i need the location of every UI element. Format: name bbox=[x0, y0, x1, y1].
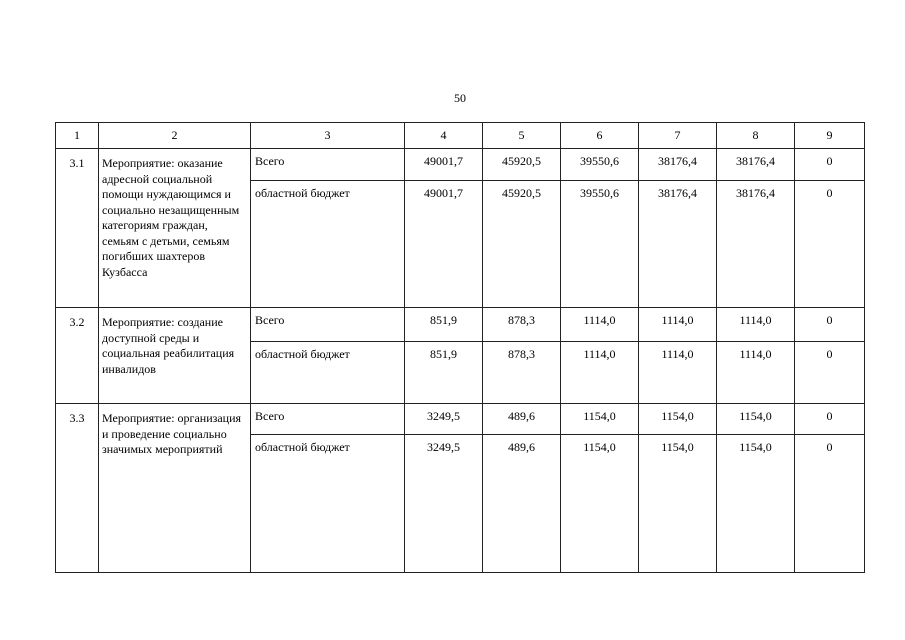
value-cell: 3249,5 bbox=[405, 404, 483, 435]
value-cell: 489,6 bbox=[483, 435, 561, 573]
funding-source: Всего bbox=[251, 404, 405, 435]
value-cell: 3249,5 bbox=[405, 435, 483, 573]
item-number: 3.2 bbox=[56, 308, 99, 404]
value-cell: 0 bbox=[795, 342, 865, 404]
column-header: 8 bbox=[717, 123, 795, 149]
value-cell: 1114,0 bbox=[717, 308, 795, 342]
value-cell: 1154,0 bbox=[561, 404, 639, 435]
column-header: 2 bbox=[99, 123, 251, 149]
value-cell: 851,9 bbox=[405, 308, 483, 342]
column-header: 3 bbox=[251, 123, 405, 149]
funding-source: областной бюджет bbox=[251, 181, 405, 308]
value-cell: 45920,5 bbox=[483, 149, 561, 181]
value-cell: 49001,7 bbox=[405, 149, 483, 181]
value-cell: 1114,0 bbox=[639, 308, 717, 342]
value-cell: 0 bbox=[795, 181, 865, 308]
value-cell: 49001,7 bbox=[405, 181, 483, 308]
funding-source: областной бюджет bbox=[251, 342, 405, 404]
column-header: 1 bbox=[56, 123, 99, 149]
column-header: 7 bbox=[639, 123, 717, 149]
value-cell: 1154,0 bbox=[639, 435, 717, 573]
value-cell: 38176,4 bbox=[639, 149, 717, 181]
value-cell: 0 bbox=[795, 435, 865, 573]
value-cell: 38176,4 bbox=[717, 181, 795, 308]
value-cell: 878,3 bbox=[483, 308, 561, 342]
item-number: 3.3 bbox=[56, 404, 99, 573]
item-name: Мероприятие: создание доступной среды и социальная реабилитация инвалидов bbox=[99, 308, 251, 404]
value-cell: 1154,0 bbox=[639, 404, 717, 435]
value-cell: 39550,6 bbox=[561, 181, 639, 308]
value-cell: 1114,0 bbox=[561, 342, 639, 404]
value-cell: 39550,6 bbox=[561, 149, 639, 181]
value-cell: 0 bbox=[795, 149, 865, 181]
value-cell: 38176,4 bbox=[717, 149, 795, 181]
funding-source: Всего bbox=[251, 308, 405, 342]
item-name: Мероприятие: организация и проведение социально значимых мероприятий bbox=[99, 404, 251, 573]
budget-table bbox=[55, 122, 865, 573]
table-header-row bbox=[56, 123, 865, 149]
value-cell: 45920,5 bbox=[483, 181, 561, 308]
value-cell: 0 bbox=[795, 404, 865, 435]
column-header: 9 bbox=[795, 123, 865, 149]
value-cell: 1154,0 bbox=[717, 404, 795, 435]
table-row bbox=[56, 308, 865, 342]
funding-source: Всего bbox=[251, 149, 405, 181]
column-header: 6 bbox=[561, 123, 639, 149]
column-header: 4 bbox=[405, 123, 483, 149]
page-number: 50 bbox=[454, 91, 466, 105]
value-cell: 1154,0 bbox=[561, 435, 639, 573]
value-cell: 1114,0 bbox=[717, 342, 795, 404]
value-cell: 878,3 bbox=[483, 342, 561, 404]
item-name: Мероприятие: оказание адресной социальной помощи нуждающимся и социально незащищенным категориям граждан, семьям с детьми, семьям погибших шахтеров Кузбасса bbox=[99, 149, 251, 308]
item-number: 3.1 bbox=[56, 149, 99, 308]
value-cell: 851,9 bbox=[405, 342, 483, 404]
value-cell: 38176,4 bbox=[639, 181, 717, 308]
value-cell: 0 bbox=[795, 308, 865, 342]
value-cell: 489,6 bbox=[483, 404, 561, 435]
value-cell: 1114,0 bbox=[639, 342, 717, 404]
funding-source: областной бюджет bbox=[251, 435, 405, 573]
column-header: 5 bbox=[483, 123, 561, 149]
table-row bbox=[56, 404, 865, 435]
value-cell: 1154,0 bbox=[717, 435, 795, 573]
table-row bbox=[56, 149, 865, 181]
value-cell: 1114,0 bbox=[561, 308, 639, 342]
